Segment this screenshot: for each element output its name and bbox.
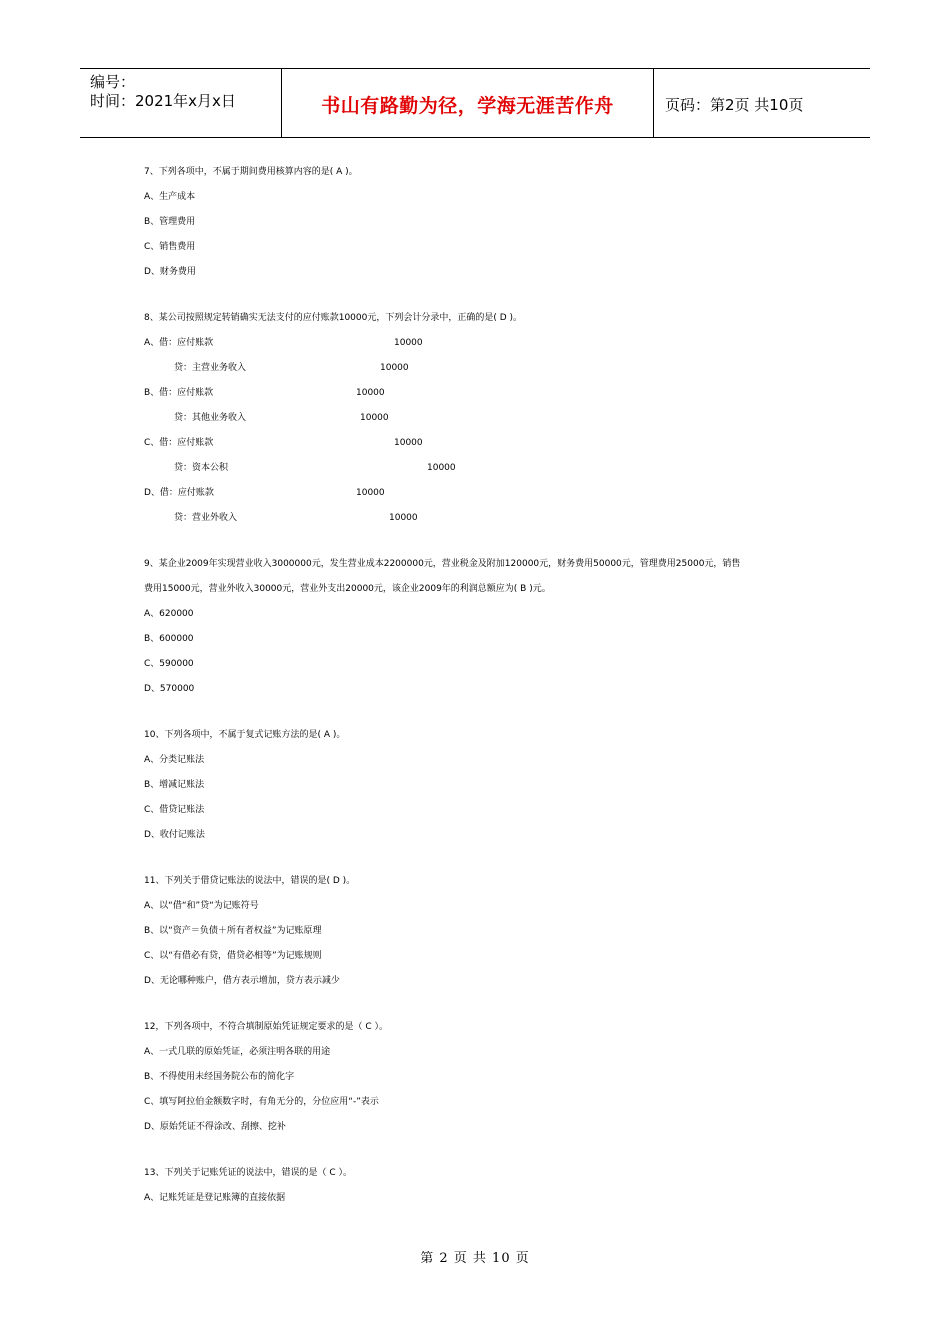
answer-option: A、620000	[144, 609, 194, 619]
answer-option: C、填写阿拉伯金额数字时，有角无分的，分位应用“-”表示	[144, 1097, 379, 1107]
entry-account: D、借：应付账款	[144, 488, 214, 498]
journal-entry-debit	[144, 381, 824, 406]
answer-option: C、以“有借必有贷，借贷必相等”为记账规则	[144, 951, 322, 961]
answer-option: A、分类记账法	[144, 755, 205, 765]
page-header	[80, 68, 870, 138]
answer-option: C、590000	[144, 659, 194, 669]
journal-entry-credit	[144, 506, 824, 531]
header-motto-cell	[282, 69, 654, 137]
question-stem: 10、下列各项中，不属于复式记账方法的是( A )。	[144, 730, 346, 740]
answer-option: C、借贷记账法	[144, 805, 205, 815]
entry-account: 贷：其他业务收入	[174, 413, 247, 423]
entry-amount: 10000	[394, 338, 423, 348]
document-time-label: 时间：2021年x月x日	[90, 92, 236, 110]
header-page-cell	[655, 69, 870, 137]
entry-amount: 10000	[356, 488, 385, 498]
question-11	[144, 869, 824, 994]
answer-option: D、收付记账法	[144, 830, 205, 840]
entry-account: B、借：应付账款	[144, 388, 214, 398]
question-list	[144, 160, 824, 1232]
entry-amount: 10000	[427, 463, 456, 473]
answer-option: D、无论哪种账户，借方表示增加，贷方表示减少	[144, 976, 340, 986]
entry-account: 贷：营业外收入	[174, 513, 238, 523]
answer-option: B、600000	[144, 634, 194, 644]
answer-option: D、财务费用	[144, 267, 196, 277]
question-stem: 11、下列关于借贷记账法的说法中，错误的是( D )。	[144, 876, 356, 886]
journal-entry-credit	[144, 456, 824, 481]
question-stem: 7、下列各项中，不属于期间费用核算内容的是( A )。	[144, 167, 358, 177]
answer-option: D、原始凭证不得涂改、刮擦、挖补	[144, 1122, 286, 1132]
entry-account: 贷：资本公积	[174, 463, 229, 473]
answer-option: B、增减记账法	[144, 780, 205, 790]
answer-option: B、不得使用未经国务院公布的简化字	[144, 1072, 295, 1082]
question-7	[144, 160, 824, 285]
question-stem: 13、下列关于记账凭证的说法中，错误的是（ C ）。	[144, 1168, 352, 1178]
question-stem: 12，下列各项中，不符合填制原始凭证规定要求的是（ C ）。	[144, 1022, 388, 1032]
entry-amount: 10000	[380, 363, 409, 373]
document-number-label: 编号：	[90, 73, 136, 91]
question-12	[144, 1015, 824, 1140]
answer-option: A、一式几联的原始凭证，必须注明各联的用途	[144, 1047, 331, 1057]
question-13	[144, 1161, 824, 1211]
question-8	[144, 306, 824, 531]
entry-amount: 10000	[394, 438, 423, 448]
question-stem: 8、某公司按照规定转销确实无法支付的应付账款10000元，下列会计分录中，正确的是( D )。	[144, 313, 523, 323]
entry-account: A、借：应付账款	[144, 338, 214, 348]
answer-option: A、生产成本	[144, 192, 196, 202]
entry-amount: 10000	[389, 513, 418, 523]
answer-option: A、记账凭证是登记账簿的直接依据	[144, 1193, 286, 1203]
answer-option: A、以“借“和”贷“为记账符号	[144, 901, 259, 911]
answer-option: D、570000	[144, 684, 195, 694]
entry-amount: 10000	[356, 388, 385, 398]
entry-account: C、借：应付账款	[144, 438, 214, 448]
header-motto: 书山有路勤为径，学海无涯苦作舟	[321, 95, 614, 117]
question-stem-continued: 费用15000元，营业外收入30000元，营业外支出20000元，该企业2009年的利润总额应为( B )元。	[144, 584, 551, 594]
entry-account: 贷：主营业务收入	[174, 363, 247, 373]
journal-entry-credit	[144, 356, 824, 381]
header-meta-cell	[80, 69, 282, 137]
entry-amount: 10000	[360, 413, 389, 423]
question-10	[144, 723, 824, 848]
journal-entry-credit	[144, 406, 824, 431]
journal-entry-debit	[144, 331, 824, 356]
answer-option: C、销售费用	[144, 242, 196, 252]
answer-option: B、以“资产＝负债＋所有者权益”为记账原理	[144, 926, 322, 936]
header-page-info: 页码：第2页 共10页	[665, 96, 804, 114]
page-footer: 第 2 页 共 10 页	[420, 1251, 530, 1266]
journal-entry-debit	[144, 481, 824, 506]
answer-option: B、管理费用	[144, 217, 196, 227]
question-stem: 9、某企业2009年实现营业收入3000000元，发生营业成本2200000元，营业税金及附加120000元，财务费用50000元，管理费用25000元，销售	[144, 559, 741, 569]
question-9	[144, 552, 824, 702]
journal-entry-debit	[144, 431, 824, 456]
